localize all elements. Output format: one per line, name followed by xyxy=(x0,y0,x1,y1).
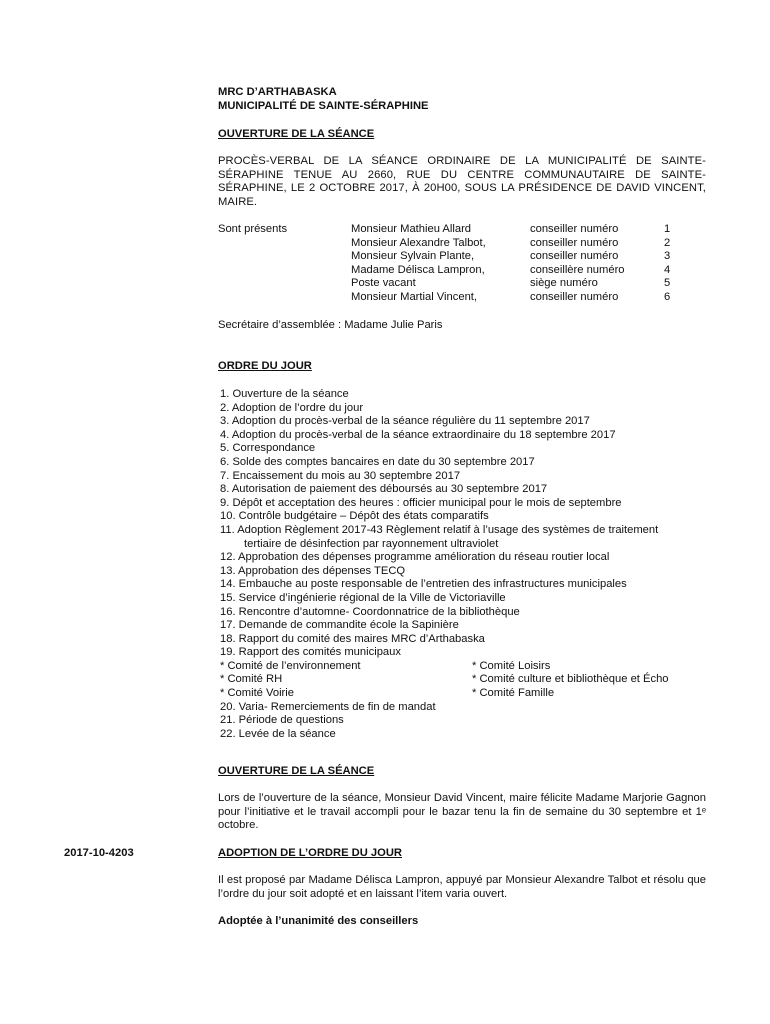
member-seat: 6 xyxy=(664,290,671,303)
agenda-title: ORDRE DU JOUR xyxy=(218,360,312,372)
agenda-item: 11. Adoption Règlement 2017-43 Règlement relatif à l’usage des systèmes de traitement xyxy=(220,523,659,536)
opening-intro: PROCÈS-VERBAL DE LA SÉANCE ORDINAIRE DE LA MUNICIPALITÉ DE SAINTE-SÉRAPHINE TENUE AU 2660, RUE DU CENTRE COMMUNAUTAIRE DE SAINTE-SÉRAPHINE, LE 2 OCTOBRE 2017, À 20H00, SOUS LA PRÉSIDENCE DE DAVID VINCENT, MAIRE. xyxy=(218,155,706,208)
resolution-text: Il est proposé par Madame Délisca Lampron, appuyé par Monsieur Alexandre Talbot et résolu que l’ordre du jour soit adopté et en laissant l’item varia ouvert. xyxy=(218,874,706,900)
committee-row xyxy=(220,687,708,701)
attendance-label: Sont présents xyxy=(218,223,288,235)
agenda-item: 22. Levée de la séance xyxy=(220,727,336,740)
attendance-row xyxy=(218,264,706,278)
agenda-item: 19. Rapport des comités municipaux xyxy=(220,646,401,659)
member-role: conseiller numéro xyxy=(530,223,619,235)
member-name: Monsieur Martial Vincent, xyxy=(351,290,478,303)
agenda-item: 17. Demande de commandite école la Sapinière xyxy=(220,619,459,632)
committee-row xyxy=(220,673,708,687)
member-role: siège numéro xyxy=(530,277,598,290)
opening2-text: Lors de l’ouverture de la séance, Monsieur David Vincent, maire félicite Madame Marjorie Gagnon pour l’initiative et le travail accompli pour le bazar tenu la fin de semaine du 30 septembre et 1ᵉ octobre. xyxy=(218,792,706,832)
agenda-item: 21. Période de questions xyxy=(220,714,344,727)
agenda-item: 15. Service d’ingénierie régional de la Ville de Victoriaville xyxy=(220,591,506,604)
attendance-row xyxy=(218,277,706,291)
member-seat: 3 xyxy=(664,250,671,263)
member-name: Monsieur Mathieu Allard xyxy=(351,223,472,235)
agenda-item-continuation: tertiaire de désinfection par rayonnement ultraviolet xyxy=(244,537,499,550)
header xyxy=(218,86,706,113)
committee-left: * Comité Voirie xyxy=(220,687,294,700)
committee-left: * Comité RH xyxy=(220,673,283,686)
agenda-item: 10. Contrôle budgétaire – Dépôt des états comparatifs xyxy=(220,510,489,523)
committee-right: * Comité culture et bibliothèque et Écho xyxy=(472,673,669,686)
agenda-item: 3. Adoption du procès-verbal de la séance régulière du 11 septembre 2017 xyxy=(220,415,590,428)
agenda-item: 9. Dépôt et acceptation des heures : officier municipal pour le mois de septembre xyxy=(220,496,622,509)
member-name: Poste vacant xyxy=(351,277,416,290)
member-name: Monsieur Sylvain Plante, xyxy=(351,250,475,263)
agenda-item: 1. Ouverture de la séance xyxy=(220,388,349,400)
resolution-result: Adoptée à l’unanimité des conseillers xyxy=(218,915,419,927)
committee-right: * Comité Famille xyxy=(472,687,555,700)
agenda-item: 16. Rencontre d’automne- Coordonnatrice de la bibliothèque xyxy=(220,605,520,618)
member-name: Monsieur Alexandre Talbot, xyxy=(351,236,486,249)
agenda-item: 12. Approbation des dépenses programme amélioration du réseau routier local xyxy=(220,551,610,564)
agenda-item: 2. Adoption de l’ordre du jour xyxy=(220,401,364,414)
header-municipality: MUNICIPALITÉ DE SAINTE-SÉRAPHINE xyxy=(218,99,429,112)
agenda-item: 13. Approbation des dépenses TECQ xyxy=(220,564,406,577)
agenda-item: 14. Embauche au poste responsable de l’entretien des infrastructures municipales xyxy=(220,578,627,591)
resolution-number: 2017-10-4203 xyxy=(64,847,134,859)
member-role: conseiller numéro xyxy=(530,290,619,303)
member-name: Madame Délisca Lampron, xyxy=(351,263,485,276)
resolution-title: ADOPTION DE L’ORDRE DU JOUR xyxy=(218,847,402,859)
agenda-item: 5. Correspondance xyxy=(220,442,316,455)
committee-row xyxy=(220,660,708,674)
attendance-row xyxy=(218,237,706,251)
committee-right: * Comité Loisirs xyxy=(472,659,551,672)
opening-title: OUVERTURE DE LA SÉANCE xyxy=(218,128,375,140)
agenda-item: 20. Varia- Remerciements de fin de mandat xyxy=(220,700,436,713)
agenda-item: 8. Autorisation de paiement des déboursés au 30 septembre 2017 xyxy=(220,483,548,496)
attendance-row xyxy=(218,291,706,305)
opening2-title: OUVERTURE DE LA SÉANCE xyxy=(218,765,375,777)
attendance-list xyxy=(218,223,706,305)
member-seat: 4 xyxy=(664,263,671,276)
agenda-item: 18. Rapport du comité des maires MRC d’Arthabaska xyxy=(220,632,485,645)
committee-left: * Comité de l’environnement xyxy=(220,659,361,672)
member-role: conseiller numéro xyxy=(530,250,619,263)
member-role: conseiller numéro xyxy=(530,236,619,249)
agenda-item: 6. Solde des comptes bancaires en date du 30 septembre 2017 xyxy=(220,455,535,468)
member-seat: 5 xyxy=(664,277,671,290)
agenda-list xyxy=(220,388,708,741)
member-seat: 1 xyxy=(664,223,671,235)
attendance-row xyxy=(218,250,706,264)
header-mrc: MRC D’ARTHABASKA xyxy=(218,86,337,98)
agenda-item: 7. Encaissement du mois au 30 septembre 2017 xyxy=(220,469,461,482)
agenda-item: 4. Adoption du procès-verbal de la séance extraordinaire du 18 septembre 2017 xyxy=(220,428,616,441)
secretary-line: Secrétaire d’assemblée : Madame Julie Paris xyxy=(218,319,443,331)
member-role: conseillère numéro xyxy=(530,263,625,276)
member-seat: 2 xyxy=(664,236,671,249)
attendance-row xyxy=(218,223,706,237)
